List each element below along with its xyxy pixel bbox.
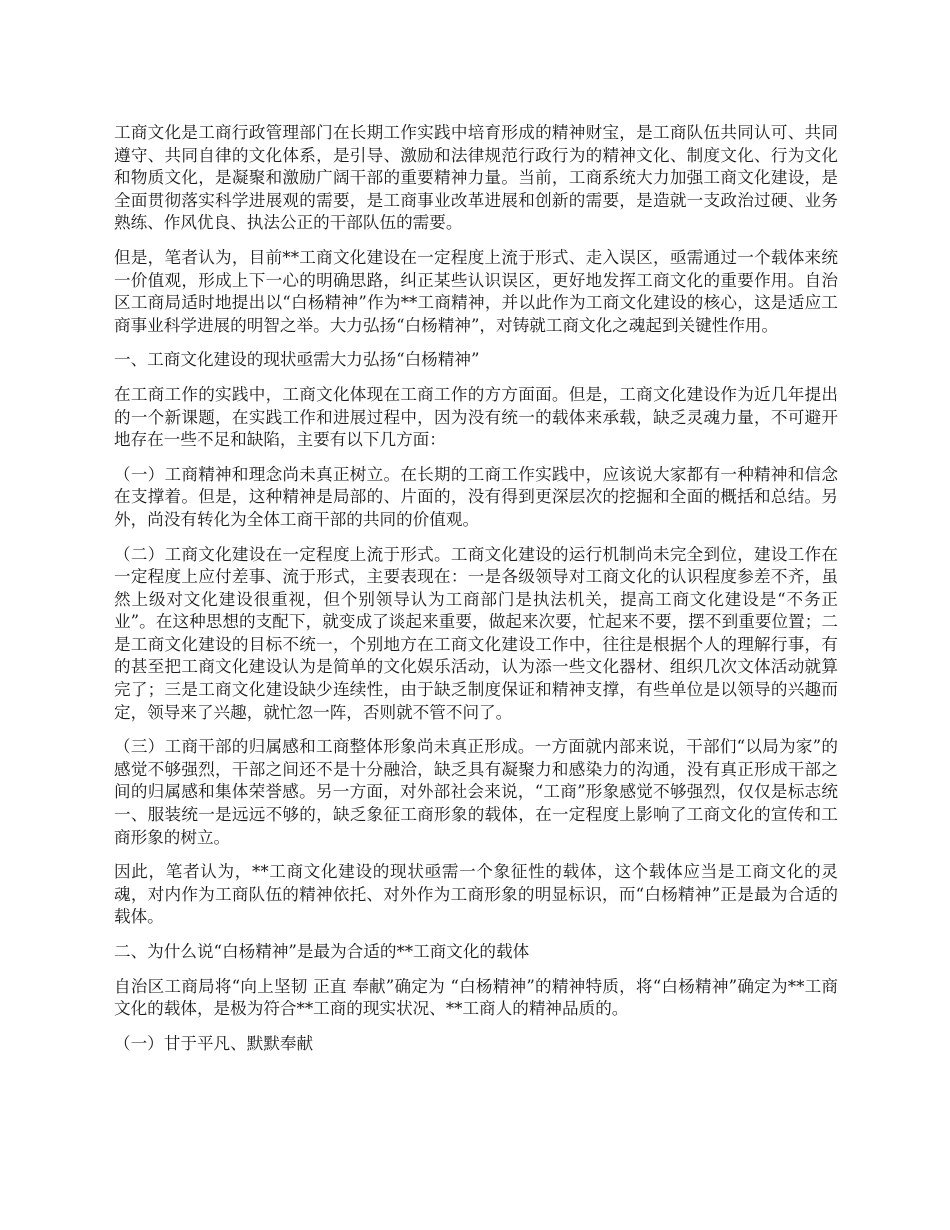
paragraph-intro: 工商文化是工商行政管理部门在长期工作实践中培育形成的精神财宝，是工商队伍共同认可、共同遵守、共同自律的文化体系，是引导、激励和法律规范行政行为的精神文化、制度文化、行为文化和物质文化，是凝聚和激励广阔干部的重要精神力量。当前，工商系统大力加强工商文化建设，是全面贯彻落实科学进展观的需要，是工商事业改革进展和创新的需要，是造就一支政治过硬、业务熟练、作风优良、执法公正的干部队伍的需要。	[114, 123, 838, 233]
paragraph-problem: 但是，笔者认为，目前**工商文化建设在一定程度上流于形式、走入误区，亟需通过一个载体来统一价值观，形成上下一心的明确思路，纠正某些认识误区，更好地发挥工商文化的重要作用。自治区工商局适时地提出以“白杨精神”作为**工商精神，并以此作为工商文化建设的核心，这是适应工商事业科学进展的明智之举。大力弘扬“白杨精神”，对铸就工商文化之魂起到关键性作用。	[114, 247, 838, 335]
paragraph-section-2-intro: 自治区工商局将“向上坚韧 正直 奉献”确定为 “白杨精神”的精神特质，将“白杨精神”确定为**工商文化的载体，是极为符合**工商的现实状况、**工商人的精神品质的。	[114, 976, 838, 1019]
section-heading-1: 一、工商文化建设的现状亟需大力弘扬“白杨精神”	[114, 350, 480, 370]
subheading-2-1: （一）甘于平凡、默默奉献	[114, 1033, 314, 1053]
section-heading-2: 二、为什么说“白杨精神”是最为合适的**工商文化的载体	[114, 942, 530, 961]
document-body	[114, 122, 838, 1067]
paragraph-point-1: （一）工商精神和理念尚未真正树立。在长期的工商工作实践中，应该说大家都有一种精神和信念在支撑着。但是，这种精神是局部的、片面的，没有得到更深层次的挖掘和全面的概括和总结。另外，尚没有转化为全体工商干部的共同的价值观。	[114, 464, 838, 529]
paragraph-conclusion-1: 因此，笔者认为，**工商文化建设的现状亟需一个象征性的载体，这个载体应当是工商文化的灵魂，对内作为工商队伍的精神依托、对外作为工商形象的明显标识，而“白杨精神”正是最为合适的载体。	[114, 862, 838, 927]
paragraph-section-1-intro: 在工商工作的实践中，工商文化体现在工商工作的方方面面。但是，工商文化建设作为近几年提出的一个新课题，在实践工作和进展过程中，因为没有统一的载体来承载，缺乏灵魂力量，不可避开地存在一些不足和缺陷，主要有以下几方面：	[114, 384, 838, 450]
paragraph-point-3: （三）工商干部的归属感和工商整体形象尚未真正形成。一方面就内部来说，干部们“以局为家”的感觉不够强烈，干部之间还不是十分融洽，缺乏具有凝聚力和感染力的沟通，没有真正形成干部之间的归属感和集体荣誉感。另一方面，对外部社会来说，“工商”形象感觉不够强烈，仅仅是标志统一、服装统一是远远不够的，缺乏象征工商形象的载体，在一定程度上影响了工商文化的宣传和工商形象的树立。	[114, 737, 838, 847]
paragraph-point-2: （二）工商文化建设在一定程度上流于形式。工商文化建设的运行机制尚未完全到位，建设工作在一定程度上应付差事、流于形式，主要表现在：一是各级领导对工商文化的认识程度参差不齐，虽然上级对文化建设很重视，但个别领导认为工商部门是执法机关，提高工商文化建设是“不务正业”。在这种思想的支配下，就变成了谈起来重要，做起来次要，忙起来不要，摆不到重要位置；二是工商文化建设的目标不统一，个别地方在工商文化建设工作中，往往是根据个人的理解行事，有的甚至把工商文化建设认为是简单的文化娱乐活动，认为添一些文化器材、组织几次文体活动就算完了；三是工商文化建设缺少连续性，由于缺乏制度保证和精神支撑，有些单位是以领导的兴趣而定，领导来了兴趣，就忙忽一阵，否则就不管不问了。	[114, 544, 838, 722]
